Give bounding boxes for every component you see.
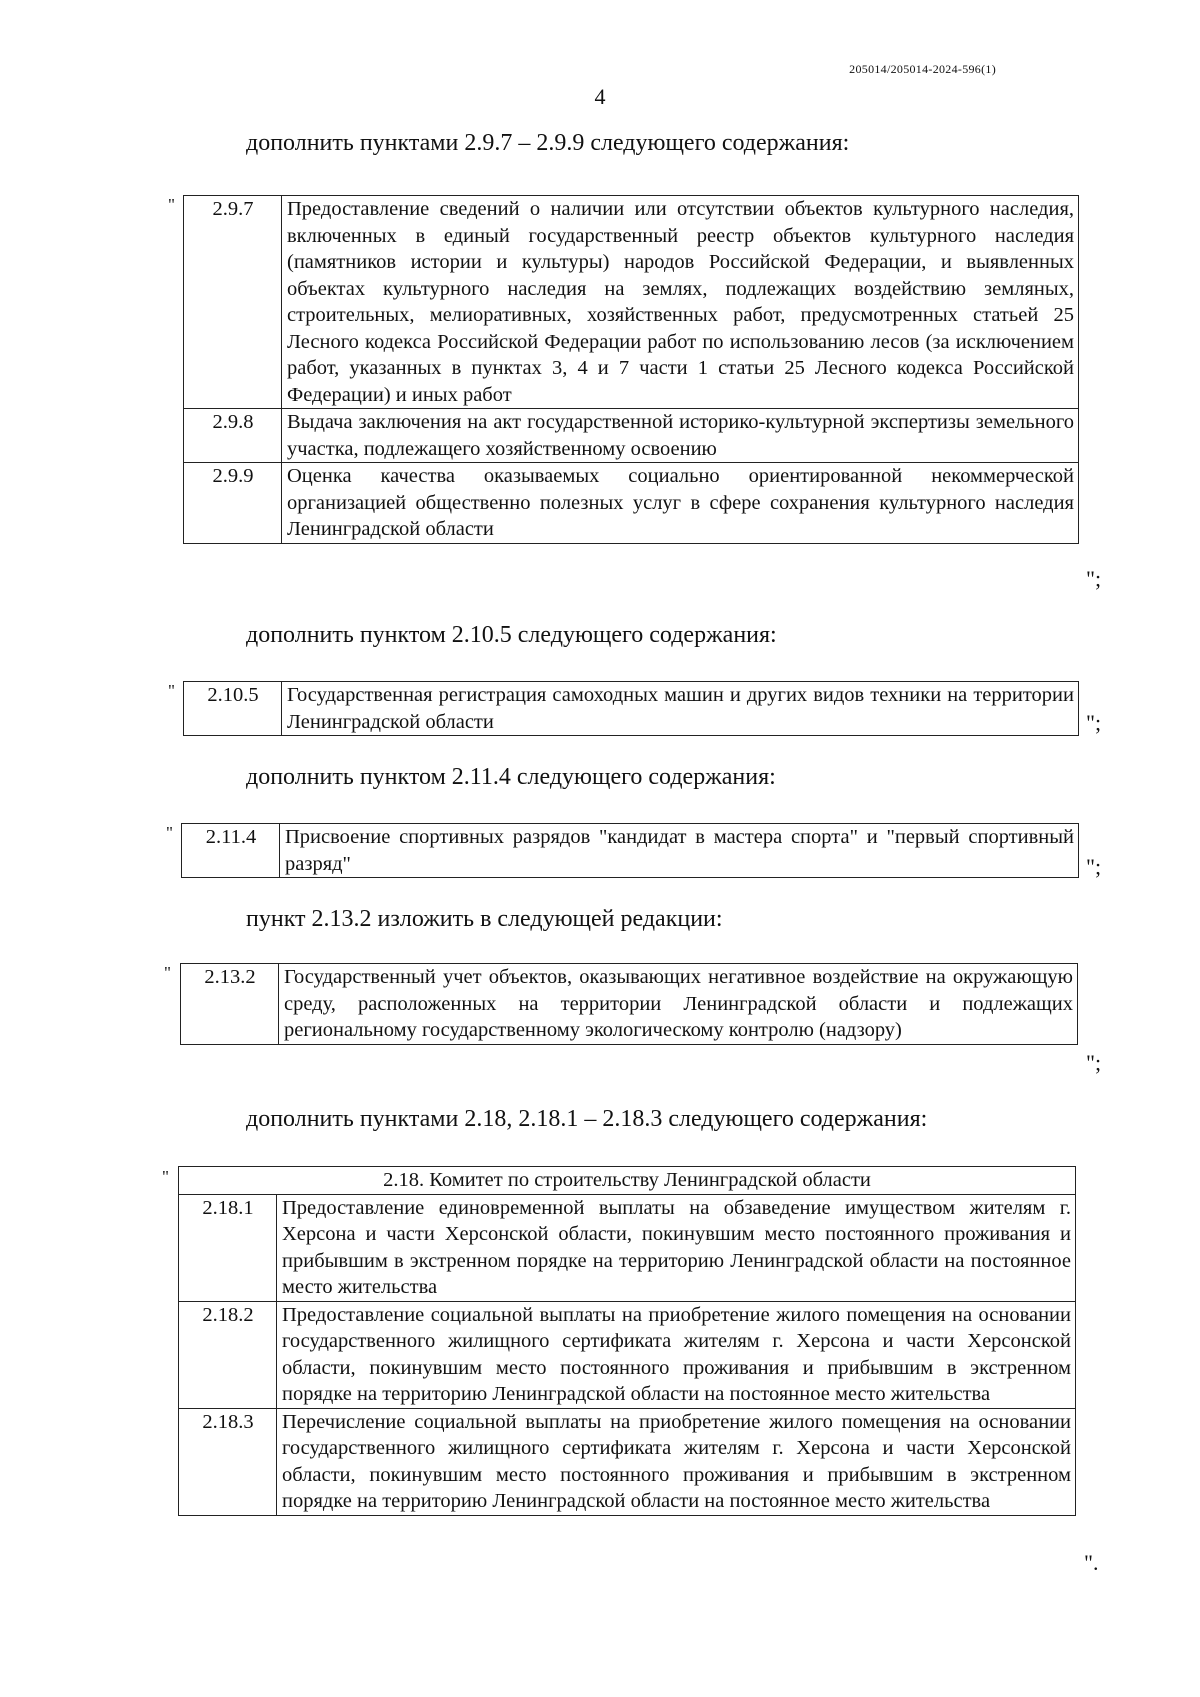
close-quote: "; [1086, 1050, 1102, 1075]
item-text: Предоставление социальной выплаты на приобретение жилого помещения на основании государственного жилищного сертификата жителям г. Херсона и части Херсонской области, покинувшим место постоянного проживания и прибывшим в экстренном порядке на территорию Ленинградской области на постоянное место жительства [277, 1301, 1076, 1408]
item-number: 2.18.2 [179, 1301, 277, 1408]
amendment-table [181, 823, 1079, 878]
close-quote: "; [1086, 854, 1102, 879]
item-text: Государственная регистрация самоходных машин и других видов техники на территории Ленинградской области [282, 682, 1079, 736]
item-number: 2.18.3 [179, 1408, 277, 1515]
section-intro: дополнить пунктами 2.18, 2.18.1 – 2.18.3 следующего содержания: [246, 1106, 928, 1132]
item-number: 2.11.4 [182, 824, 280, 878]
item-number: 2.9.8 [184, 409, 282, 463]
open-quote: " [168, 681, 175, 700]
item-number: 2.9.7 [184, 196, 282, 409]
close-quote: "; [1086, 710, 1102, 735]
section-intro: дополнить пунктами 2.9.7 – 2.9.9 следующего содержания: [246, 130, 850, 156]
section-intro: пункт 2.13.2 изложить в следующей редакции: [246, 906, 723, 932]
item-number: 2.10.5 [184, 682, 282, 736]
open-quote: " [168, 195, 175, 214]
table-row [181, 964, 1078, 1045]
close-quote: ". [1084, 1550, 1099, 1575]
item-number: 2.13.2 [181, 964, 279, 1045]
page-number: 4 [594, 84, 606, 109]
table-row [179, 1408, 1076, 1515]
section-intro: дополнить пунктом 2.11.4 следующего содержания: [246, 764, 776, 790]
section-intro: дополнить пунктом 2.10.5 следующего содержания: [246, 622, 777, 648]
item-text: Оценка качества оказываемых социально ориентированной некоммерческой организацией общественно полезных услуг в сфере сохранения культурного наследия Ленинградской области [282, 463, 1079, 544]
amendment-table [183, 195, 1079, 544]
table-row [184, 196, 1079, 409]
open-quote: " [166, 823, 173, 842]
table-heading-row [179, 1167, 1076, 1195]
table-row [184, 409, 1079, 463]
item-text: Предоставление единовременной выплаты на обзаведение имуществом жителям г. Херсона и части Херсонской области, покинувшим место постоянного проживания и прибывшим в экстренном порядке на территорию Ленинградской области на постоянное место жительства [277, 1194, 1076, 1301]
item-number: 2.18.1 [179, 1194, 277, 1301]
amendment-table [180, 963, 1078, 1045]
document-id: 205014/205014-2024-596(1) [849, 62, 996, 76]
table-row [182, 824, 1079, 878]
close-quote: "; [1086, 566, 1102, 591]
table-heading: 2.18. Комитет по строительству Ленинградской области [179, 1167, 1076, 1195]
table-row [184, 682, 1079, 736]
table-row [179, 1194, 1076, 1301]
item-text: Присвоение спортивных разрядов "кандидат в мастера спорта" и "первый спортивный разряд" [280, 824, 1079, 878]
item-text: Перечисление социальной выплаты на приобретение жилого помещения на основании государственного жилищного сертификата жителям г. Херсона и части Херсонской области, покинувшим место постоянного проживания и прибывшим в экстренном порядке на территорию Ленинградской области на постоянное место жительства [277, 1408, 1076, 1515]
table-row [184, 463, 1079, 544]
amendment-table [183, 681, 1079, 736]
item-text: Выдача заключения на акт государственной историко-культурной экспертизы земельного участка, подлежащего хозяйственному освоению [282, 409, 1079, 463]
item-number: 2.9.9 [184, 463, 282, 544]
open-quote: " [164, 963, 171, 982]
table-row [179, 1301, 1076, 1408]
amendment-table [178, 1166, 1076, 1516]
open-quote: " [162, 1167, 169, 1186]
item-text: Предоставление сведений о наличии или отсутствии объектов культурного наследия, включенных в единый государственный реестр объектов культурного наследия (памятников истории и культуры) народов Российской Федерации, и выявленных объектах культурного наследия на землях, подлежащих воздействию земляных, строительных, мелиоративных, хозяйственных работ, предусмотренных статьей 25 Лесного кодекса Российской Федерации работ по использованию лесов (за исключением работ, указанных в пунктах 3, 4 и 7 части 1 статьи 25 Лесного кодекса Российской Федерации) и иных работ [282, 196, 1079, 409]
item-text: Государственный учет объектов, оказывающих негативное воздействие на окружающую среду, расположенных на территории Ленинградской области и подлежащих региональному государственному экологическому контролю (надзору) [279, 964, 1078, 1045]
